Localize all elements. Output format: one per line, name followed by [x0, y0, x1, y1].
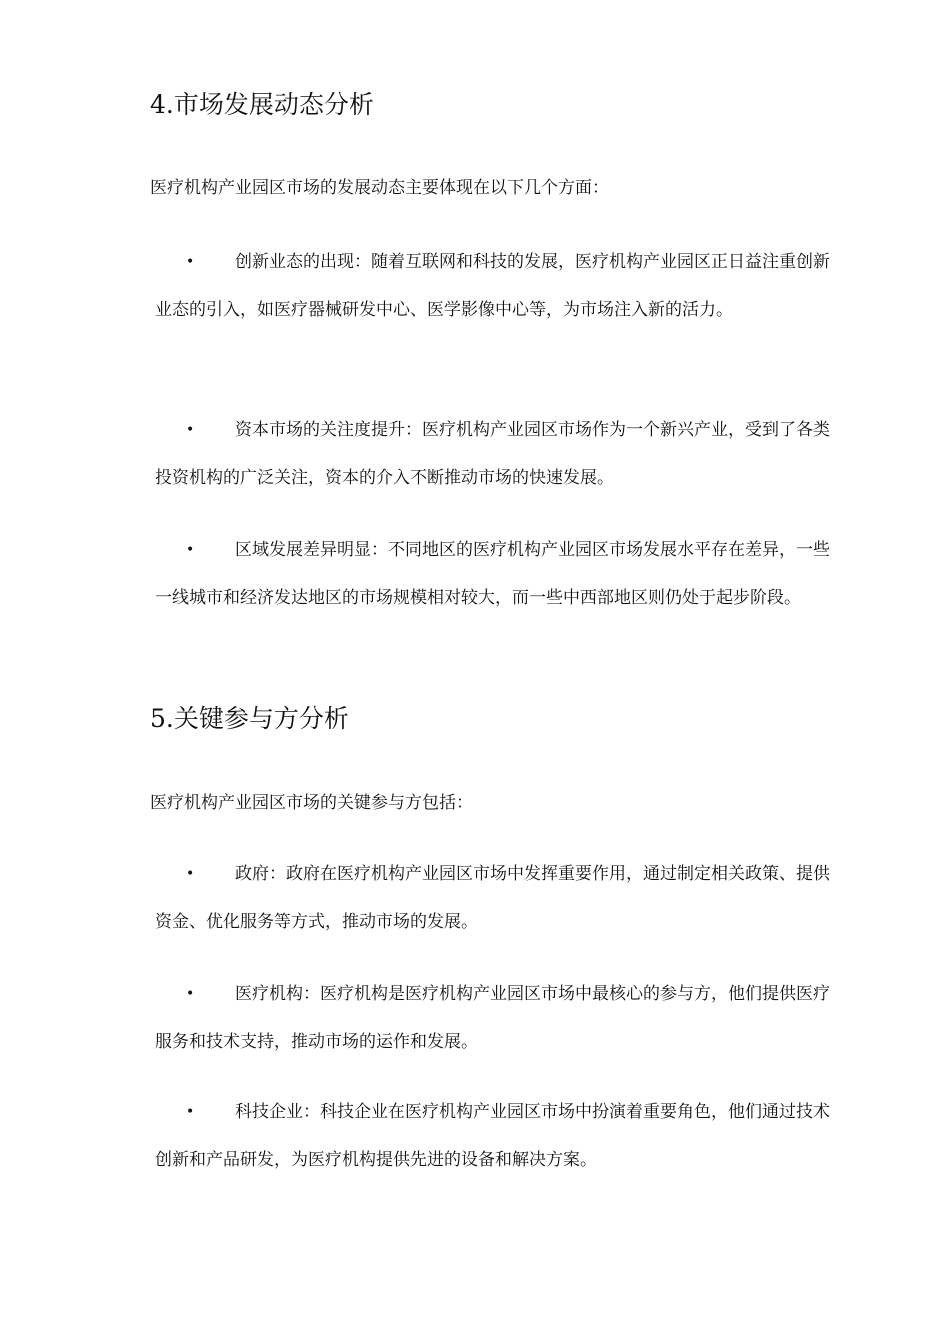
- list-item-text: 资本市场的关注度提升：医疗机构产业园区市场作为一个新兴产业，受到了各类投资机构的广泛关注，资本的介入不断推动市场的快速发展。: [155, 420, 830, 488]
- bullet-icon: •: [186, 422, 195, 438]
- bullet-icon: •: [186, 542, 195, 558]
- bullet-icon: •: [186, 866, 195, 882]
- section-4-intro: 医疗机构产业园区市场的发展动态主要体现在以下几个方面：: [150, 178, 609, 198]
- section-5-heading: 5.关键参与方分析: [150, 704, 349, 733]
- section-5-intro: 医疗机构产业园区市场的关键参与方包括：: [150, 793, 473, 813]
- bullet-icon: •: [186, 254, 195, 270]
- list-item-text: 科技企业：科技企业在医疗机构产业园区市场中扮演着重要角色，他们通过技术创新和产品研发，为医疗机构提供先进的设备和解决方案。: [155, 1102, 830, 1170]
- list-item-text: 区域发展差异明显：不同地区的医疗机构产业园区市场发展水平存在差异，一些一线城市和经济发达地区的市场规模相对较大，而一些中西部地区则仍处于起步阶段。: [155, 540, 830, 608]
- list-item-text: 医疗机构：医疗机构是医疗机构产业园区市场中最核心的参与方，他们提供医疗服务和技术支持，推动市场的运作和发展。: [155, 984, 830, 1052]
- section-4-heading: 4.市场发展动态分析: [150, 90, 374, 119]
- list-item-text: 创新业态的出现：随着互联网和科技的发展，医疗机构产业园区正日益注重创新业态的引入，如医疗器械研发中心、医学影像中心等，为市场注入新的活力。: [155, 252, 830, 320]
- bullet-icon: •: [186, 1104, 195, 1120]
- list-item: [155, 238, 830, 334]
- bullet-icon: •: [186, 986, 195, 1002]
- list-item: [155, 970, 830, 1066]
- list-item: [155, 526, 830, 622]
- list-item: [155, 406, 830, 502]
- list-item-text: 政府：政府在医疗机构产业园区市场中发挥重要作用，通过制定相关政策、提供资金、优化服务等方式，推动市场的发展。: [155, 864, 830, 932]
- list-item: [155, 1088, 830, 1184]
- list-item: [155, 850, 830, 946]
